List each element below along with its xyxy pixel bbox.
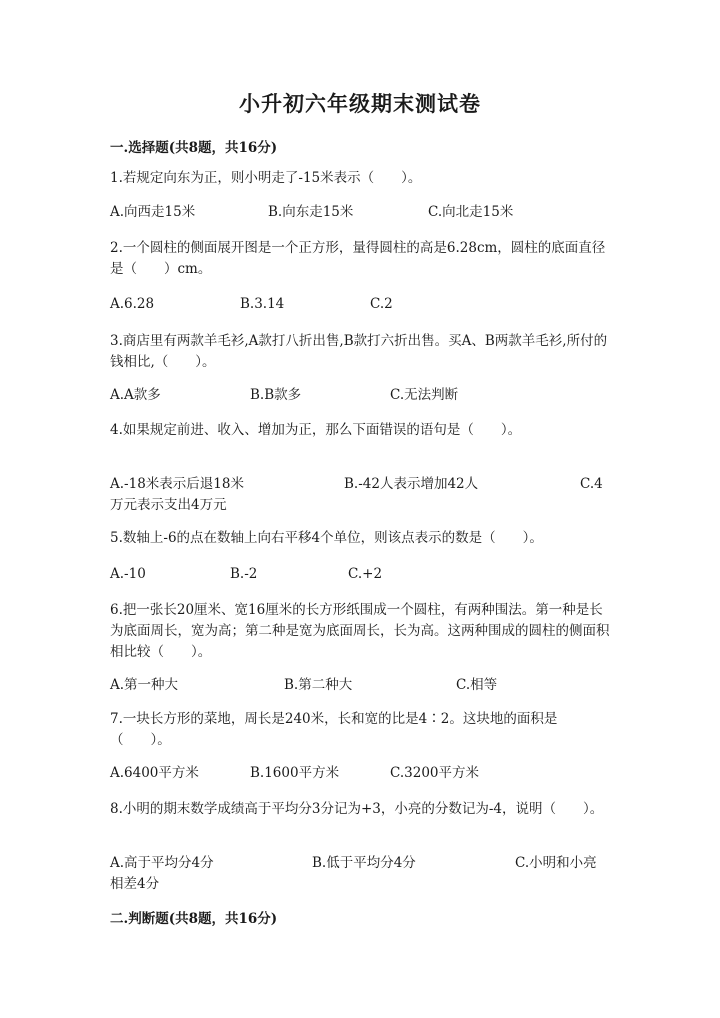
option-6c: C.相等 xyxy=(456,677,498,693)
option-6a: A.第一种大 xyxy=(110,677,179,693)
option-8b: B.低于平均分4分 xyxy=(312,855,416,871)
option-4c: C.4万元表示支出4万元 xyxy=(110,476,603,513)
question-7: 7.一块长方形的菜地，周长是240米，长和宽的比是4∶2。这块地的面积是（ ）。 xyxy=(110,711,558,748)
option-1c: C.向北走15米 xyxy=(428,204,514,220)
option-2c: C.2 xyxy=(370,296,393,312)
option-3b: B.B款多 xyxy=(250,387,302,403)
question-3: 3.商店里有两款羊毛衫,A款打八折出售,B款打六折出售。买A、B两款羊毛衫,所付的钱相比,（ ）。 xyxy=(110,333,608,370)
option-8a: A.高于平均分4分 xyxy=(110,855,214,871)
option-2a: A.6.28 xyxy=(110,296,155,312)
option-7c: C.3200平方米 xyxy=(390,765,479,781)
section-heading-judge: 二.判断题(共8题，共16分) xyxy=(110,911,278,927)
section-heading-choice: 一.选择题(共8题，共16分) xyxy=(110,140,278,156)
question-1: 1.若规定向东为正，则小明走了-15米表示（ ）。 xyxy=(110,170,422,186)
option-8c-wrap xyxy=(110,853,610,895)
page-title: 小升初六年级期末测试卷 xyxy=(239,91,481,116)
question-5: 5.数轴上-6的点在数轴上向右平移4个单位，则该点表示的数是（ ）。 xyxy=(110,530,543,546)
option-6b: B.第二种大 xyxy=(284,677,353,693)
option-4b: B.-42人表示增加42人 xyxy=(344,476,479,492)
option-5c: C.+2 xyxy=(348,566,383,582)
option-5a: A.-10 xyxy=(110,566,146,582)
option-8c: C.小明和小亮相差4分 xyxy=(110,855,597,892)
question-6: 6.把一张长20厘米、宽16厘米的长方形纸围成一个圆柱，有两种围法。第一种是长为底面周长，宽为高；第二种是宽为底面周长，长为高。这两种围成的圆柱的侧面积相比较（ ）。 xyxy=(110,602,610,660)
option-7a: A.6400平方米 xyxy=(110,765,199,781)
question-2: 2.一个圆柱的侧面展开图是一个正方形，量得圆柱的高是6.28cm，圆柱的底面直径是（ ）cm。 xyxy=(110,240,606,277)
option-4c-wrap xyxy=(110,474,610,516)
question-8: 8.小明的期末数学成绩高于平均分3分记为+3，小亮的分数记为-4，说明（ ）。 xyxy=(110,801,604,817)
option-1a: A.向西走15米 xyxy=(110,204,196,220)
option-1b: B.向东走15米 xyxy=(268,204,354,220)
option-4a: A.-18米表示后退18米 xyxy=(110,476,244,492)
question-4: 4.如果规定前进、收入、增加为正，那么下面错误的语句是（ ）。 xyxy=(110,422,522,438)
option-7b: B.1600平方米 xyxy=(250,765,340,781)
option-2b: B.3.14 xyxy=(240,296,285,312)
option-5b: B.-2 xyxy=(230,566,258,582)
option-3a: A.A款多 xyxy=(110,387,161,403)
option-3c: C.无法判断 xyxy=(390,387,459,403)
